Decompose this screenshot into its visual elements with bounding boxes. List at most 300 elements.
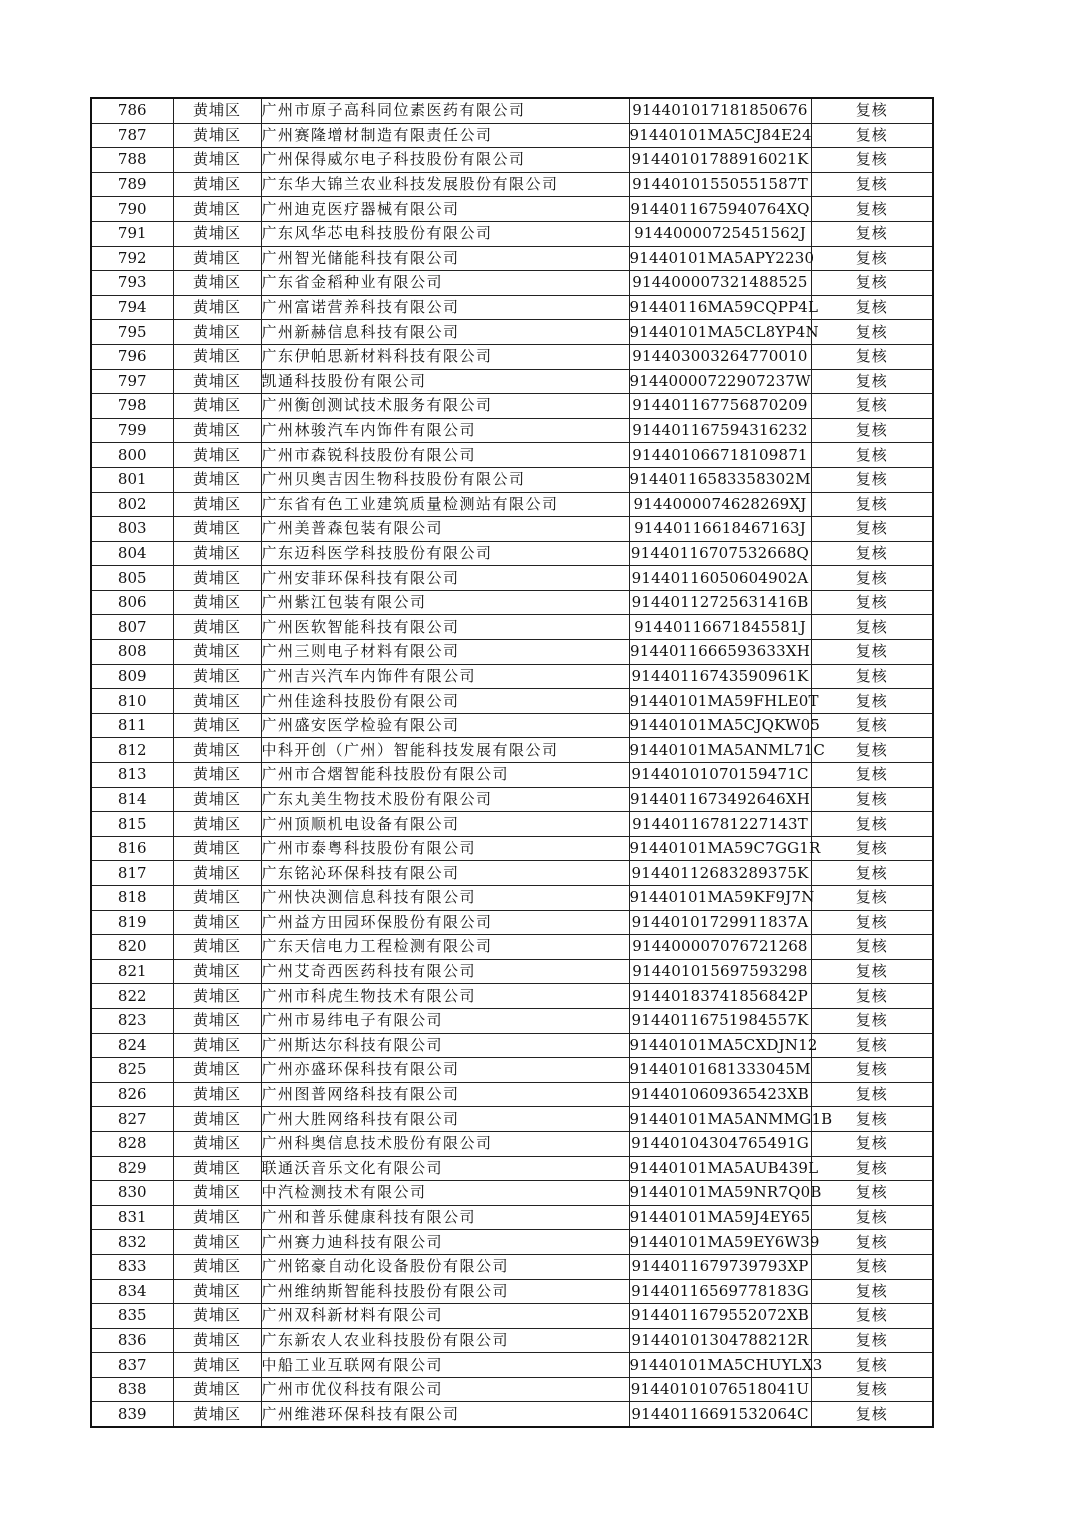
credit-code-cell: 914401017181850676	[629, 98, 811, 123]
company-name-cell: 广州迪克医疗器械有限公司	[261, 197, 629, 222]
review-type-cell: 复核	[811, 394, 933, 419]
table-row	[91, 1205, 933, 1230]
district-cell: 黄埔区	[173, 221, 261, 246]
row-number-cell: 798	[91, 394, 173, 419]
table-row	[91, 1377, 933, 1402]
review-type-cell: 复核	[811, 1131, 933, 1156]
table-row	[91, 492, 933, 517]
review-type-cell: 复核	[811, 1328, 933, 1353]
row-number-cell: 830	[91, 1181, 173, 1206]
company-name-cell: 广东伊帕思新材料科技有限公司	[261, 344, 629, 369]
company-name-cell: 广州和普乐健康科技有限公司	[261, 1205, 629, 1230]
district-cell: 黄埔区	[173, 271, 261, 296]
company-name-cell: 广州图普网络科技有限公司	[261, 1082, 629, 1107]
district-cell: 黄埔区	[173, 615, 261, 640]
company-name-cell: 广州市优仪科技有限公司	[261, 1377, 629, 1402]
table-row	[91, 369, 933, 394]
company-name-cell: 广州顶顺机电设备有限公司	[261, 812, 629, 837]
company-list-table	[90, 97, 934, 1428]
credit-code-cell: 91440116671845581J	[629, 615, 811, 640]
district-cell: 黄埔区	[173, 787, 261, 812]
review-type-cell: 复核	[811, 418, 933, 443]
company-name-cell: 广东省金稻种业有限公司	[261, 271, 629, 296]
table-row	[91, 886, 933, 911]
credit-code-cell: 9144011675940764XQ	[629, 197, 811, 222]
row-number-cell: 800	[91, 443, 173, 468]
district-cell: 黄埔区	[173, 812, 261, 837]
credit-code-cell: 91440101MA59J4EY65	[629, 1205, 811, 1230]
row-number-cell: 788	[91, 148, 173, 173]
review-type-cell: 复核	[811, 935, 933, 960]
credit-code-cell: 9144000074628269XJ	[629, 492, 811, 517]
credit-code-cell: 91440101MA5APY2230	[629, 246, 811, 271]
credit-code-cell: 91440101MA5AUB439L	[629, 1156, 811, 1181]
company-name-cell: 广州益方田园环保股份有限公司	[261, 910, 629, 935]
credit-code-cell: 91440183741856842P	[629, 984, 811, 1009]
credit-code-cell: 91440116618467163J	[629, 517, 811, 542]
review-type-cell: 复核	[811, 1058, 933, 1083]
credit-code-cell: 91440101MA59FHLE0T	[629, 689, 811, 714]
company-name-cell: 广州吉兴汽车内饰件有限公司	[261, 664, 629, 689]
company-name-cell: 广州市森锐科技股份有限公司	[261, 443, 629, 468]
credit-code-cell: 9144011679739793XP	[629, 1254, 811, 1279]
review-type-cell: 复核	[811, 1304, 933, 1329]
credit-code-cell: 91440101788916021K	[629, 148, 811, 173]
review-type-cell: 复核	[811, 787, 933, 812]
review-type-cell: 复核	[811, 369, 933, 394]
table-row	[91, 221, 933, 246]
credit-code-cell: 91440101MA5ANML71C	[629, 738, 811, 763]
district-cell: 黄埔区	[173, 295, 261, 320]
row-number-cell: 807	[91, 615, 173, 640]
row-number-cell: 809	[91, 664, 173, 689]
review-type-cell: 复核	[811, 1107, 933, 1132]
row-number-cell: 819	[91, 910, 173, 935]
review-type-cell: 复核	[811, 615, 933, 640]
company-name-cell: 广州林骏汽车内饰件有限公司	[261, 418, 629, 443]
credit-code-cell: 91440112725631416B	[629, 590, 811, 615]
row-number-cell: 828	[91, 1131, 173, 1156]
company-name-cell: 广东风华芯电科技股份有限公司	[261, 221, 629, 246]
company-name-cell: 联通沃音乐文化有限公司	[261, 1156, 629, 1181]
district-cell: 黄埔区	[173, 1156, 261, 1181]
table-row	[91, 1082, 933, 1107]
review-type-cell: 复核	[811, 344, 933, 369]
company-name-cell: 广东铭沁环保科技有限公司	[261, 861, 629, 886]
credit-code-cell: 91440101MA59C7GG1R	[629, 836, 811, 861]
company-name-cell: 广州紫江包装有限公司	[261, 590, 629, 615]
table-row	[91, 467, 933, 492]
row-number-cell: 799	[91, 418, 173, 443]
district-cell: 黄埔区	[173, 148, 261, 173]
company-name-cell: 广州佳途科技股份有限公司	[261, 689, 629, 714]
company-name-cell: 广州维港环保科技有限公司	[261, 1402, 629, 1427]
row-number-cell: 803	[91, 517, 173, 542]
credit-code-cell: 91440000725451562J	[629, 221, 811, 246]
table-row	[91, 344, 933, 369]
company-name-cell: 广东省有色工业建筑质量检测站有限公司	[261, 492, 629, 517]
district-cell: 黄埔区	[173, 1033, 261, 1058]
row-number-cell: 823	[91, 1008, 173, 1033]
review-type-cell: 复核	[811, 197, 933, 222]
table-row	[91, 1279, 933, 1304]
review-type-cell: 复核	[811, 221, 933, 246]
table-row	[91, 443, 933, 468]
review-type-cell: 复核	[811, 886, 933, 911]
review-type-cell: 复核	[811, 320, 933, 345]
credit-code-cell: 91440101MA5CJ84E24	[629, 123, 811, 148]
company-name-cell: 广州智光储能科技有限公司	[261, 246, 629, 271]
row-number-cell: 838	[91, 1377, 173, 1402]
review-type-cell: 复核	[811, 910, 933, 935]
company-name-cell: 广州市原子高科同位素医药有限公司	[261, 98, 629, 123]
credit-code-cell: 91440101MA59KF9J7N	[629, 886, 811, 911]
row-number-cell: 835	[91, 1304, 173, 1329]
table-row	[91, 271, 933, 296]
table-row	[91, 615, 933, 640]
company-name-cell: 广东华大锦兰农业科技发展股份有限公司	[261, 172, 629, 197]
company-name-cell: 广州三则电子材料有限公司	[261, 640, 629, 665]
credit-code-cell: 9144011673492646XH	[629, 787, 811, 812]
row-number-cell: 791	[91, 221, 173, 246]
district-cell: 黄埔区	[173, 910, 261, 935]
row-number-cell: 787	[91, 123, 173, 148]
review-type-cell: 复核	[811, 738, 933, 763]
row-number-cell: 810	[91, 689, 173, 714]
credit-code-cell: 91440101MA59EY6W39	[629, 1230, 811, 1255]
row-number-cell: 801	[91, 467, 173, 492]
row-number-cell: 795	[91, 320, 173, 345]
table-row	[91, 541, 933, 566]
row-number-cell: 806	[91, 590, 173, 615]
table-row	[91, 1353, 933, 1378]
credit-code-cell: 91440101MA5CJQKW05	[629, 713, 811, 738]
row-number-cell: 836	[91, 1328, 173, 1353]
table-row	[91, 689, 933, 714]
district-cell: 黄埔区	[173, 1107, 261, 1132]
table-row	[91, 664, 933, 689]
company-name-cell: 广州市合熠智能科技股份有限公司	[261, 763, 629, 788]
credit-code-cell: 91440116691532064C	[629, 1402, 811, 1427]
table-row	[91, 1181, 933, 1206]
credit-code-cell: 914400007321488525	[629, 271, 811, 296]
review-type-cell: 复核	[811, 541, 933, 566]
district-cell: 黄埔区	[173, 98, 261, 123]
district-cell: 黄埔区	[173, 197, 261, 222]
row-number-cell: 802	[91, 492, 173, 517]
table-row	[91, 861, 933, 886]
table-row	[91, 1402, 933, 1427]
review-type-cell: 复核	[811, 295, 933, 320]
district-cell: 黄埔区	[173, 320, 261, 345]
company-name-cell: 广州保得威尔电子科技股份有限公司	[261, 148, 629, 173]
company-name-cell: 广东丸美生物技术股份有限公司	[261, 787, 629, 812]
table-row	[91, 935, 933, 960]
company-name-cell: 广州亦盛环保科技有限公司	[261, 1058, 629, 1083]
company-name-cell: 中汽检测技术有限公司	[261, 1181, 629, 1206]
table-row	[91, 418, 933, 443]
district-cell: 黄埔区	[173, 1058, 261, 1083]
district-cell: 黄埔区	[173, 517, 261, 542]
review-type-cell: 复核	[811, 590, 933, 615]
review-type-cell: 复核	[811, 271, 933, 296]
credit-code-cell: 91440101681333045M	[629, 1058, 811, 1083]
row-number-cell: 831	[91, 1205, 173, 1230]
credit-code-cell: 91440101304788212R	[629, 1328, 811, 1353]
company-name-cell: 广州安菲环保科技有限公司	[261, 566, 629, 591]
district-cell: 黄埔区	[173, 467, 261, 492]
district-cell: 黄埔区	[173, 1377, 261, 1402]
credit-code-cell: 91440104304765491G	[629, 1131, 811, 1156]
review-type-cell: 复核	[811, 1377, 933, 1402]
review-type-cell: 复核	[811, 1402, 933, 1427]
table-row	[91, 1156, 933, 1181]
credit-code-cell: 91440116707532668Q	[629, 541, 811, 566]
district-cell: 黄埔区	[173, 246, 261, 271]
table-row	[91, 984, 933, 1009]
row-number-cell: 829	[91, 1156, 173, 1181]
table-row	[91, 320, 933, 345]
row-number-cell: 805	[91, 566, 173, 591]
district-cell: 黄埔区	[173, 172, 261, 197]
credit-code-cell: 91440101MA5ANMMG1B	[629, 1107, 811, 1132]
row-number-cell: 837	[91, 1353, 173, 1378]
district-cell: 黄埔区	[173, 1131, 261, 1156]
review-type-cell: 复核	[811, 492, 933, 517]
review-type-cell: 复核	[811, 1254, 933, 1279]
district-cell: 黄埔区	[173, 984, 261, 1009]
review-type-cell: 复核	[811, 1230, 933, 1255]
row-number-cell: 793	[91, 271, 173, 296]
review-type-cell: 复核	[811, 443, 933, 468]
credit-code-cell: 91440101729911837A	[629, 910, 811, 935]
company-name-cell: 广州斯达尔科技有限公司	[261, 1033, 629, 1058]
district-cell: 黄埔区	[173, 1181, 261, 1206]
review-type-cell: 复核	[811, 664, 933, 689]
review-type-cell: 复核	[811, 689, 933, 714]
credit-code-cell: 914403003264770010	[629, 344, 811, 369]
review-type-cell: 复核	[811, 640, 933, 665]
district-cell: 黄埔区	[173, 738, 261, 763]
company-name-cell: 广东迈科医学科技股份有限公司	[261, 541, 629, 566]
row-number-cell: 839	[91, 1402, 173, 1427]
table-row	[91, 836, 933, 861]
company-name-cell: 广州大胜网络科技有限公司	[261, 1107, 629, 1132]
table-row	[91, 1131, 933, 1156]
credit-code-cell: 91440101MA59NR7Q0B	[629, 1181, 811, 1206]
review-type-cell: 复核	[811, 148, 933, 173]
credit-code-cell: 91440101MA5CL8YP4N	[629, 320, 811, 345]
district-cell: 黄埔区	[173, 1328, 261, 1353]
table-row	[91, 123, 933, 148]
district-cell: 黄埔区	[173, 492, 261, 517]
table-row	[91, 1107, 933, 1132]
review-type-cell: 复核	[811, 1082, 933, 1107]
company-name-cell: 广州盛安医学检验有限公司	[261, 713, 629, 738]
district-cell: 黄埔区	[173, 344, 261, 369]
district-cell: 黄埔区	[173, 664, 261, 689]
credit-code-cell: 91440112683289375K	[629, 861, 811, 886]
district-cell: 黄埔区	[173, 541, 261, 566]
company-name-cell: 广州美普森包装有限公司	[261, 517, 629, 542]
credit-code-cell: 91440116050604902A	[629, 566, 811, 591]
district-cell: 黄埔区	[173, 861, 261, 886]
district-cell: 黄埔区	[173, 1230, 261, 1255]
credit-code-cell: 91440116781227143T	[629, 812, 811, 837]
row-number-cell: 833	[91, 1254, 173, 1279]
review-type-cell: 复核	[811, 1156, 933, 1181]
company-name-cell: 广州新赫信息科技有限公司	[261, 320, 629, 345]
review-type-cell: 复核	[811, 713, 933, 738]
table-row	[91, 1328, 933, 1353]
company-name-cell: 广州赛力迪科技有限公司	[261, 1230, 629, 1255]
district-cell: 黄埔区	[173, 1205, 261, 1230]
row-number-cell: 790	[91, 197, 173, 222]
company-name-cell: 广州快决测信息科技有限公司	[261, 886, 629, 911]
district-cell: 黄埔区	[173, 836, 261, 861]
row-number-cell: 808	[91, 640, 173, 665]
district-cell: 黄埔区	[173, 1402, 261, 1427]
table-row	[91, 959, 933, 984]
company-name-cell: 广州医软智能科技有限公司	[261, 615, 629, 640]
table-row	[91, 394, 933, 419]
credit-code-cell: 9144010609365423XB	[629, 1082, 811, 1107]
district-cell: 黄埔区	[173, 1082, 261, 1107]
district-cell: 黄埔区	[173, 713, 261, 738]
table-row	[91, 590, 933, 615]
row-number-cell: 821	[91, 959, 173, 984]
district-cell: 黄埔区	[173, 1254, 261, 1279]
district-cell: 黄埔区	[173, 935, 261, 960]
credit-code-cell: 91440000722907237W	[629, 369, 811, 394]
row-number-cell: 811	[91, 713, 173, 738]
district-cell: 黄埔区	[173, 959, 261, 984]
row-number-cell: 834	[91, 1279, 173, 1304]
district-cell: 黄埔区	[173, 640, 261, 665]
district-cell: 黄埔区	[173, 1304, 261, 1329]
credit-code-cell: 9144011679552072XB	[629, 1304, 811, 1329]
credit-code-cell: 91440116751984557K	[629, 1008, 811, 1033]
review-type-cell: 复核	[811, 172, 933, 197]
review-type-cell: 复核	[811, 566, 933, 591]
row-number-cell: 816	[91, 836, 173, 861]
company-name-cell: 广州市科虎生物技术有限公司	[261, 984, 629, 1009]
review-type-cell: 复核	[811, 984, 933, 1009]
table-row	[91, 787, 933, 812]
credit-code-cell: 91440116MA59CQPP4L	[629, 295, 811, 320]
row-number-cell: 825	[91, 1058, 173, 1083]
row-number-cell: 832	[91, 1230, 173, 1255]
row-number-cell: 794	[91, 295, 173, 320]
row-number-cell: 813	[91, 763, 173, 788]
district-cell: 黄埔区	[173, 418, 261, 443]
table-row	[91, 910, 933, 935]
review-type-cell: 复核	[811, 1033, 933, 1058]
company-name-cell: 中船工业互联网有限公司	[261, 1353, 629, 1378]
district-cell: 黄埔区	[173, 123, 261, 148]
table-row	[91, 1058, 933, 1083]
row-number-cell: 818	[91, 886, 173, 911]
review-type-cell: 复核	[811, 763, 933, 788]
review-type-cell: 复核	[811, 1181, 933, 1206]
table-row	[91, 566, 933, 591]
district-cell: 黄埔区	[173, 1279, 261, 1304]
row-number-cell: 814	[91, 787, 173, 812]
company-name-cell: 凯通科技股份有限公司	[261, 369, 629, 394]
table-row	[91, 98, 933, 123]
district-cell: 黄埔区	[173, 1353, 261, 1378]
review-type-cell: 复核	[811, 1279, 933, 1304]
company-name-cell: 广州市易纬电子有限公司	[261, 1008, 629, 1033]
credit-code-cell: 91440116743590961K	[629, 664, 811, 689]
review-type-cell: 复核	[811, 1353, 933, 1378]
review-type-cell: 复核	[811, 123, 933, 148]
company-name-cell: 广东天信电力工程检测有限公司	[261, 935, 629, 960]
district-cell: 黄埔区	[173, 590, 261, 615]
credit-code-cell: 91440101550551587T	[629, 172, 811, 197]
company-name-cell: 广州富诺营养科技有限公司	[261, 295, 629, 320]
table-row	[91, 1304, 933, 1329]
company-name-cell: 广州赛隆增材制造有限责任公司	[261, 123, 629, 148]
table-row	[91, 1230, 933, 1255]
row-number-cell: 804	[91, 541, 173, 566]
company-name-cell: 广州科奥信息技术股份有限公司	[261, 1131, 629, 1156]
company-name-cell: 广州市泰粤科技股份有限公司	[261, 836, 629, 861]
credit-code-cell: 91440101MA5CXDJN12	[629, 1033, 811, 1058]
row-number-cell: 827	[91, 1107, 173, 1132]
row-number-cell: 822	[91, 984, 173, 1009]
company-name-cell: 广州衡创测试技术服务有限公司	[261, 394, 629, 419]
review-type-cell: 复核	[811, 517, 933, 542]
table-row	[91, 713, 933, 738]
row-number-cell: 812	[91, 738, 173, 763]
credit-code-cell: 91440116583358302M	[629, 467, 811, 492]
credit-code-cell: 91440101070159471C	[629, 763, 811, 788]
credit-code-cell: 91440101MA5CHUYLX3	[629, 1353, 811, 1378]
row-number-cell: 824	[91, 1033, 173, 1058]
row-number-cell: 792	[91, 246, 173, 271]
review-type-cell: 复核	[811, 836, 933, 861]
table-row	[91, 640, 933, 665]
credit-code-cell: 914401167756870209	[629, 394, 811, 419]
district-cell: 黄埔区	[173, 443, 261, 468]
table-row	[91, 812, 933, 837]
table-row	[91, 1033, 933, 1058]
review-type-cell: 复核	[811, 959, 933, 984]
credit-code-cell: 914401066718109871	[629, 443, 811, 468]
row-number-cell: 786	[91, 98, 173, 123]
credit-code-cell: 91440116569778183G	[629, 1279, 811, 1304]
table-row	[91, 148, 933, 173]
review-type-cell: 复核	[811, 1008, 933, 1033]
table-row	[91, 197, 933, 222]
table-row	[91, 738, 933, 763]
district-cell: 黄埔区	[173, 763, 261, 788]
district-cell: 黄埔区	[173, 394, 261, 419]
company-name-cell: 广州维纳斯智能科技股份有限公司	[261, 1279, 629, 1304]
table-row	[91, 295, 933, 320]
company-name-cell: 广州双科新材料有限公司	[261, 1304, 629, 1329]
review-type-cell: 复核	[811, 812, 933, 837]
table-row	[91, 1008, 933, 1033]
company-name-cell: 广州铭豪自动化设备股份有限公司	[261, 1254, 629, 1279]
company-name-cell: 广州贝奥吉因生物科技股份有限公司	[261, 467, 629, 492]
credit-code-cell: 91440101076518041U	[629, 1377, 811, 1402]
row-number-cell: 826	[91, 1082, 173, 1107]
district-cell: 黄埔区	[173, 886, 261, 911]
row-number-cell: 789	[91, 172, 173, 197]
table-row	[91, 517, 933, 542]
